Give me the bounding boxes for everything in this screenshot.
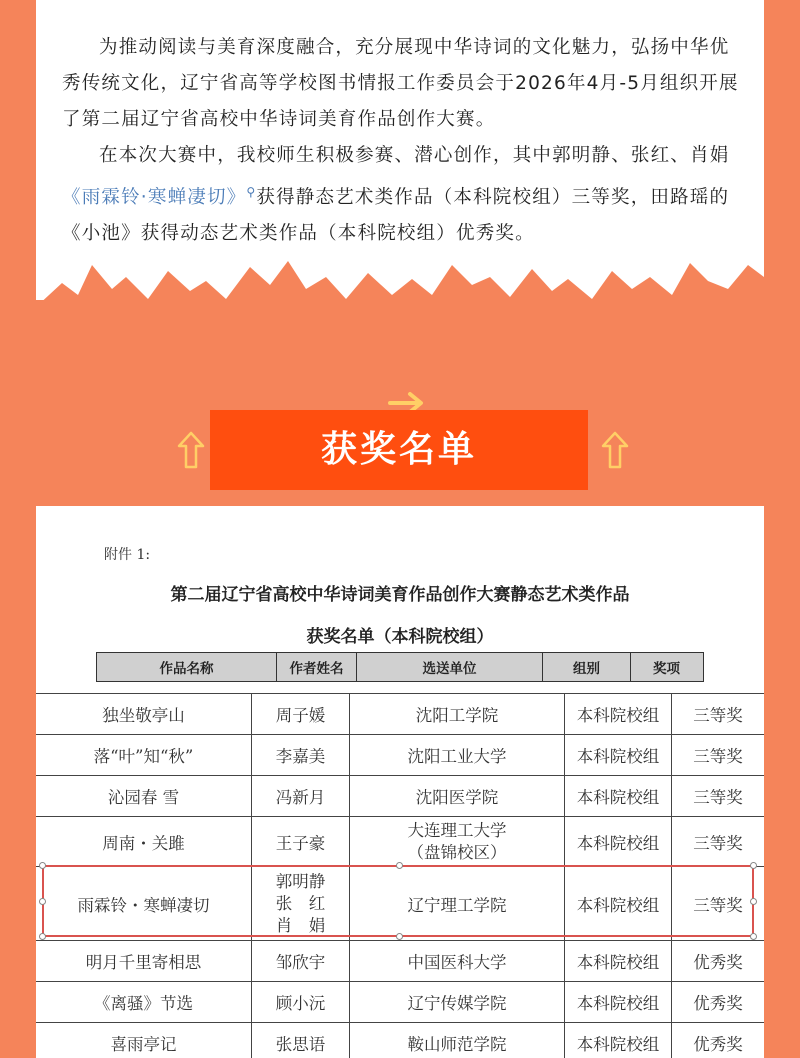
- header-award: 奖项: [653, 661, 680, 677]
- cell-author: 顾小沅: [251, 982, 349, 1022]
- cell-group: 本科院校组: [564, 867, 671, 940]
- cell-work: 雨霖铃・寒蝉凄切: [77, 895, 210, 915]
- mountain-divider: [0, 255, 800, 315]
- annex-label: 附件 1:: [104, 547, 151, 563]
- cell-work: 《离骚》节选: [94, 994, 193, 1013]
- document-subtitle: 获奖名单（本科院校组）: [306, 627, 494, 647]
- cell-unit: 沈阳医学院: [349, 776, 564, 816]
- table-row: [36, 776, 764, 817]
- arrow-up-icon: [600, 430, 630, 470]
- arrow-up-icon: [176, 430, 206, 470]
- cell-award: 三等奖: [671, 776, 764, 816]
- cell-group: 本科院校组: [564, 817, 671, 866]
- cell-unit: 沈阳工学院: [349, 694, 564, 734]
- cell-author: [251, 867, 349, 940]
- table-row: [36, 735, 764, 776]
- cell-award: 三等奖: [671, 694, 764, 734]
- cell-author-line: 肖 娟: [275, 915, 326, 935]
- document-title: 第二届辽宁省高校中华诗词美育作品创作大赛静态艺术类作品: [170, 585, 630, 605]
- table-header: [96, 652, 704, 682]
- cell-award: 三等奖: [671, 735, 764, 775]
- cell-group: 本科院校组: [564, 735, 671, 775]
- cell-work: 周南・关雎: [102, 833, 185, 853]
- award-table: [36, 693, 764, 1058]
- cell-unit-line: 大连理工大学: [407, 820, 507, 840]
- header-unit: 选送单位: [357, 653, 543, 681]
- cell-unit-line: （盘锦校区）: [407, 842, 507, 862]
- cell-unit: 中国医科大学: [349, 941, 564, 981]
- table-row: [36, 694, 764, 735]
- cell-award: 优秀奖: [671, 941, 764, 981]
- intro-text: [62, 30, 740, 252]
- award-document: [36, 506, 764, 1058]
- table-row: [36, 817, 764, 867]
- work-title-link[interactable]: 《雨霖铃·寒蝉凄切》: [62, 187, 247, 209]
- cell-work: 落“叶”知“秋”: [93, 747, 194, 766]
- header-group: 组别: [543, 653, 631, 681]
- award-list-banner: 获奖名单: [210, 410, 588, 490]
- table-row: [36, 941, 764, 982]
- header-author: 作者姓名: [277, 653, 357, 681]
- cell-unit: 辽宁传媒学院: [349, 982, 564, 1022]
- table-row: [36, 982, 764, 1023]
- cell-author-line: 张 红: [275, 893, 326, 913]
- cell-author: 王子豪: [251, 817, 349, 866]
- cell-author: 李嘉美: [251, 735, 349, 775]
- intro-paragraph-1: 为推动阅读与美育深度融合，充分展现中华诗词的文化魅力，弘扬中华优秀传统文化，辽宁省高等学校图书情报工作委员会于2026年4月-5月组织开展了第二届辽宁省高校中华诗词美育作品创作大赛。: [62, 37, 739, 130]
- cell-author: 冯新月: [251, 776, 349, 816]
- cell-award: 三等奖: [671, 817, 764, 866]
- cell-work: 沁园春 雪: [107, 788, 180, 807]
- cell-award: 三等奖: [671, 867, 764, 940]
- cell-award: 优秀奖: [671, 982, 764, 1022]
- table-row: [36, 1023, 764, 1058]
- intro-text-b: 获得静态艺术类作品（本科院校组）三等奖，田路瑶的《小池》获得动态艺术类作品（本科院校组）优秀奖。: [62, 187, 730, 245]
- cell-work: 独坐敬亭山: [102, 706, 185, 725]
- cell-group: 本科院校组: [564, 1023, 671, 1058]
- cell-work: 明月千里寄相思: [85, 953, 202, 972]
- cell-group: 本科院校组: [564, 982, 671, 1022]
- search-icon[interactable]: ⚲: [246, 185, 257, 199]
- header-work: 作品名称: [97, 653, 277, 681]
- cell-unit: 沈阳工业大学: [349, 735, 564, 775]
- cell-group: 本科院校组: [564, 776, 671, 816]
- cell-unit: [349, 817, 564, 866]
- cell-author: 张思语: [251, 1023, 349, 1058]
- cell-group: 本科院校组: [564, 694, 671, 734]
- cell-unit: 辽宁理工学院: [349, 867, 564, 940]
- cell-group: 本科院校组: [564, 941, 671, 981]
- cell-author: 周子媛: [251, 694, 349, 734]
- cell-author-line: 郭明静: [275, 871, 326, 891]
- intro-text-a: 在本次大赛中，我校师生积极参赛、潜心创作，其中郭明静、张红、肖娟: [99, 145, 730, 166]
- table-row-highlighted[interactable]: [36, 867, 764, 941]
- cell-author: 邹欣宇: [251, 941, 349, 981]
- cell-work: 喜雨亭记: [110, 1035, 177, 1054]
- intro-paragraph-2: [62, 138, 740, 252]
- cell-unit: 鞍山师范学院: [349, 1023, 564, 1058]
- cell-award: 优秀奖: [671, 1023, 764, 1058]
